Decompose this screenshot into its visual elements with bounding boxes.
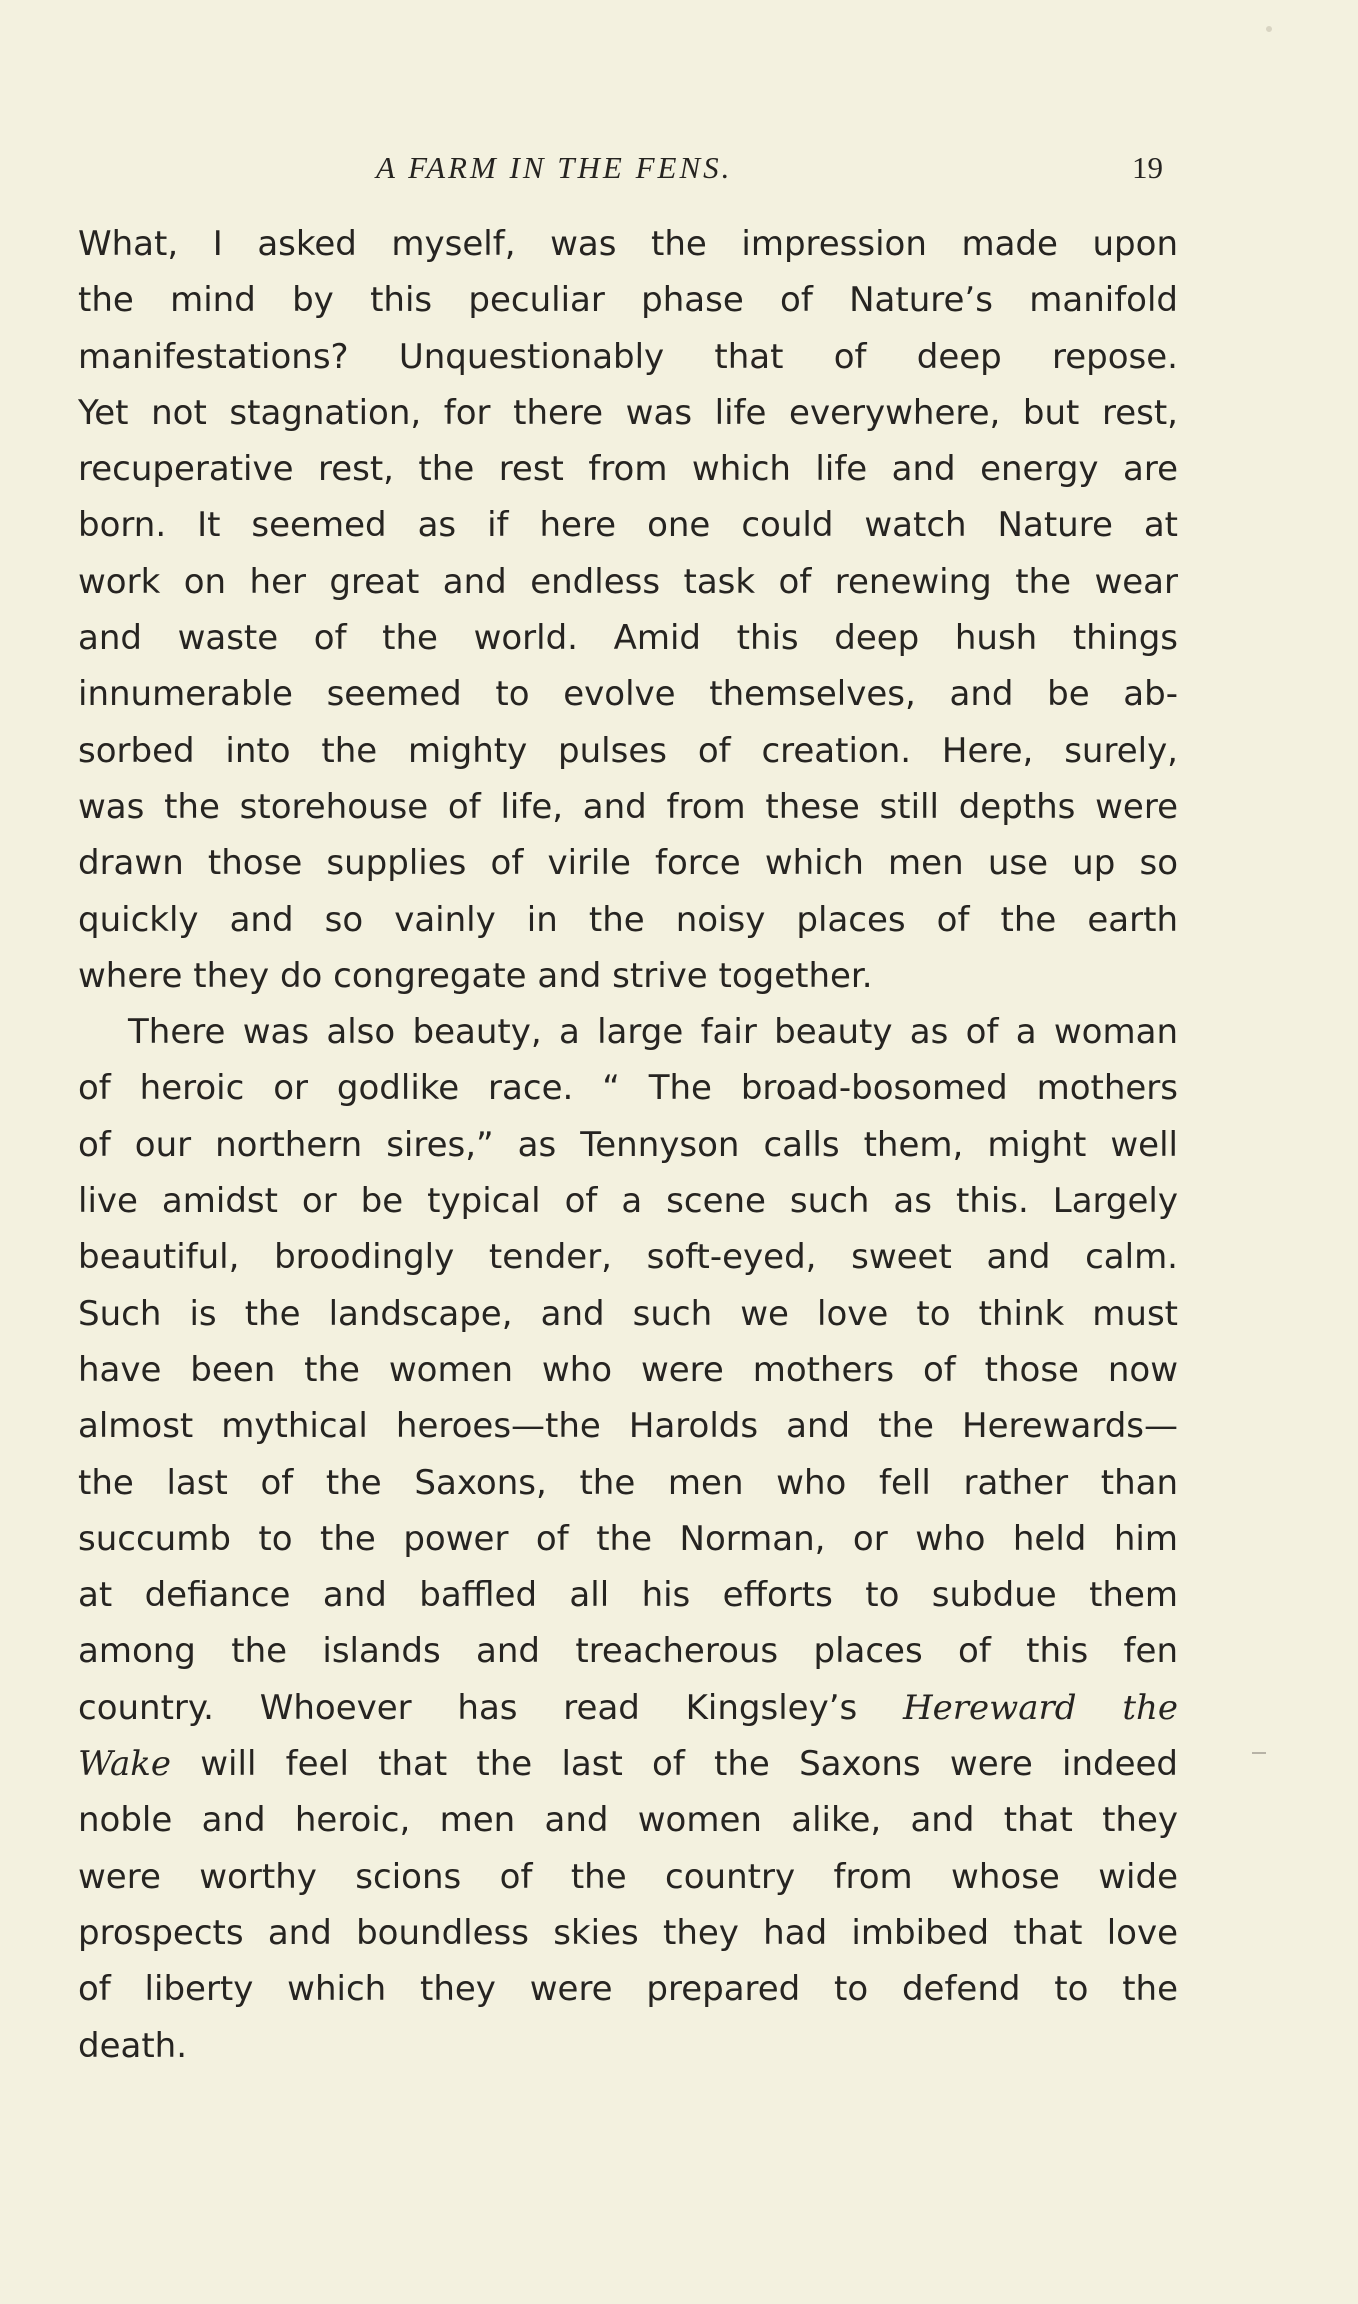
paragraph-1 xyxy=(78,216,1178,1004)
running-title: A FARM IN THE FENS. xyxy=(376,150,733,185)
text-line: innumerable seemed to evolve themselves, and be ab- xyxy=(78,674,1178,715)
page-number: 19 xyxy=(1132,150,1163,185)
text-line: have been the women who were mothers of those now xyxy=(78,1349,1178,1390)
text-line: quickly and so vainly in the noisy places of the earth xyxy=(78,899,1178,940)
text-line: of liberty which they were prepared to defend to the xyxy=(78,1969,1178,2010)
margin-mark xyxy=(1252,1752,1266,1754)
text-line: born. It seemed as if here one could watch Nature at xyxy=(78,505,1178,546)
text-line: manifestations? Unquestionably that of deep repose. xyxy=(78,336,1178,377)
book-title: Hereward the xyxy=(903,1687,1179,1728)
text-line: Such is the landscape, and such we love to think must xyxy=(78,1293,1178,1334)
text-line: work on her great and endless task of renewing the wear xyxy=(78,561,1178,602)
text-line: where they do congregate and strive together. xyxy=(78,955,873,996)
text-line: What, I asked myself, was the impression made upon xyxy=(78,224,1178,264)
paragraph-2 xyxy=(78,1004,1178,2074)
running-head xyxy=(80,143,1180,193)
text-line: live amidst or be typical of a scene such as this. Largely xyxy=(78,1181,1178,1222)
text-line: Yet not stagnation, for there was life everywhere, but rest, xyxy=(78,392,1178,433)
paper-speck xyxy=(1266,26,1272,32)
text-line: beautiful, broodingly tender, soft-eyed, sweet and calm. xyxy=(78,1237,1178,1278)
text-line: were worthy scions of the country from whose wide xyxy=(78,1856,1178,1897)
text-line xyxy=(78,1680,1178,1736)
text-line: of heroic or godlike race. “ The broad-bosomed mothers xyxy=(78,1068,1178,1109)
text-line: at defiance and baffled all his efforts to subdue them xyxy=(78,1575,1178,1616)
body-text xyxy=(78,216,1178,2074)
text-line: drawn those supplies of virile force which men use up so xyxy=(78,843,1178,884)
text-line: and waste of the world. Amid this deep hush things xyxy=(78,618,1178,659)
text-line: There was also beauty, a large fair beauty as of a woman xyxy=(128,1012,1178,1053)
text-line: the last of the Saxons, the men who fell rather than xyxy=(78,1462,1178,1503)
text-line: prospects and boundless skies they had imbibed that love xyxy=(78,1912,1178,1953)
text-line: sorbed into the mighty pulses of creation. Here, surely, xyxy=(78,730,1178,771)
text-line: death. xyxy=(78,2025,188,2066)
text-line: of our northern sires,” as Tennyson calls them, might well xyxy=(78,1124,1178,1165)
text-line: almost mythical heroes—the Harolds and the Herewards— xyxy=(78,1406,1178,1447)
text-line: among the islands and treacherous places of this fen xyxy=(78,1631,1178,1672)
text-line: succumb to the power of the Norman, or who held him xyxy=(78,1518,1178,1559)
text-line: the mind by this peculiar phase of Nature’s manifold xyxy=(78,280,1178,321)
text-line: noble and heroic, men and women alike, and that they xyxy=(78,1800,1178,1841)
text-line: was the storehouse of life, and from these still depths were xyxy=(78,786,1178,827)
text-segment: country. Whoever has read Kingsley’s xyxy=(78,1687,858,1728)
text-segment: will feel that the last of the Saxons were indeed xyxy=(200,1744,1178,1785)
text-line xyxy=(78,1736,1178,1792)
book-title: Wake xyxy=(78,1744,171,1785)
text-line: recuperative rest, the rest from which life and energy are xyxy=(78,449,1178,490)
